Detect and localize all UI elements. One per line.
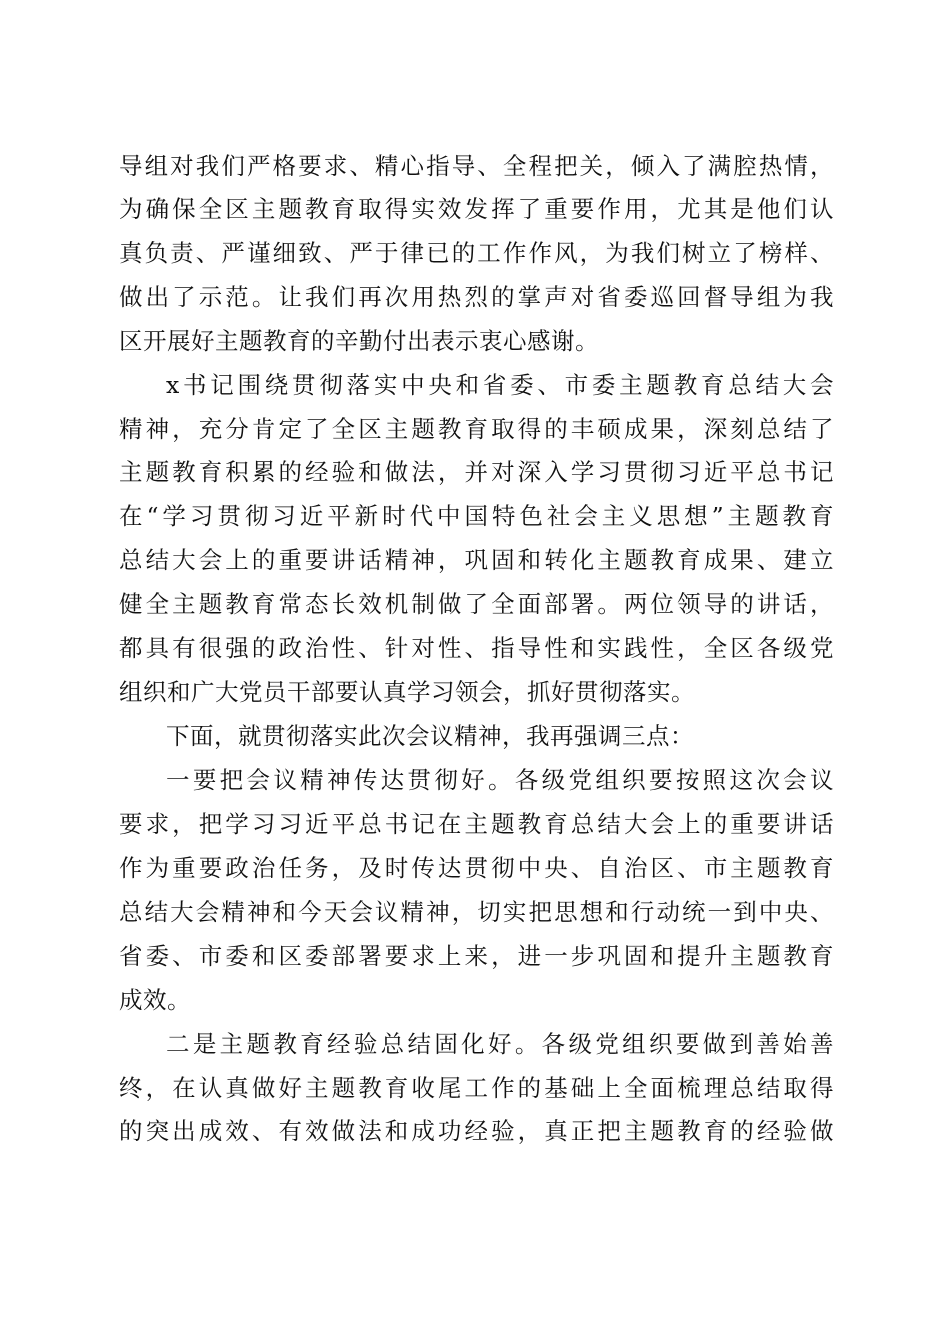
text-line-15: 一要把会议精神传达贯彻好。各级党组织要按照这次会议 xyxy=(166,766,834,794)
text-line-1: 导组对我们严格要求、精心指导、全程把关，倾入了满腔热情， xyxy=(119,152,834,180)
text-line-13: 组织和广大党员干部要认真学习领会，抓好贯彻落实。 xyxy=(119,678,695,706)
text-line-12: 都具有很强的政治性、针对性、指导性和实践性，全区各级党 xyxy=(119,634,834,662)
text-line-4: 做出了示范。让我们再次用热烈的掌声对省委巡回督导组为我 xyxy=(119,283,834,311)
text-line-8: 主题教育积累的经验和做法，并对深入学习贯彻习近平总书记 xyxy=(119,458,834,486)
text-line-21: 二是主题教育经验总结固化好。各级党组织要做到善始善 xyxy=(166,1030,834,1058)
text-line-6: x书记围绕贯彻落实中央和省委、市委主题教育总结大会 xyxy=(166,371,834,399)
text-line-14: 下面，就贯彻落实此次会议精神，我再强调三点： xyxy=(166,722,694,750)
text-line-22: 终，在认真做好主题教育收尾工作的基础上全面梳理总结取得 xyxy=(119,1074,834,1102)
text-line-3: 真负责、严谨细致、严于律已的工作作风，为我们树立了榜样、 xyxy=(119,239,834,267)
text-line-11: 健全主题教育常态长效机制做了全面部署。两位领导的讲话， xyxy=(119,590,834,618)
text-line-19: 省委、市委和区委部署要求上来，进一步巩固和提升主题教育 xyxy=(119,942,834,970)
text-line-10: 总结大会上的重要讲话精神，巩固和转化主题教育成果、建立 xyxy=(119,546,834,574)
text-line-16: 要求，把学习习近平总书记在主题教育总结大会上的重要讲话 xyxy=(119,810,834,838)
text-line-9: 在“学习贯彻习近平新时代中国特色社会主义思想”主题教育 xyxy=(119,502,834,530)
text-line-20: 成效。 xyxy=(119,986,191,1014)
text-line-2: 为确保全区主题教育取得实效发挥了重要作用，尤其是他们认 xyxy=(119,195,834,223)
text-line-18: 总结大会精神和今天会议精神，切实把思想和行动统一到中央、 xyxy=(119,898,834,926)
text-line-23: 的突出成效、有效做法和成功经验，真正把主题教育的经验做 xyxy=(119,1117,834,1145)
text-line-7: 精神，充分肯定了全区主题教育取得的丰硕成果，深刻总结了 xyxy=(119,415,834,443)
text-line-17: 作为重要政治任务，及时传达贯彻中央、自治区、市主题教育 xyxy=(119,854,834,882)
text-line-5: 区开展好主题教育的辛勤付出表示衷心感谢。 xyxy=(119,327,599,355)
